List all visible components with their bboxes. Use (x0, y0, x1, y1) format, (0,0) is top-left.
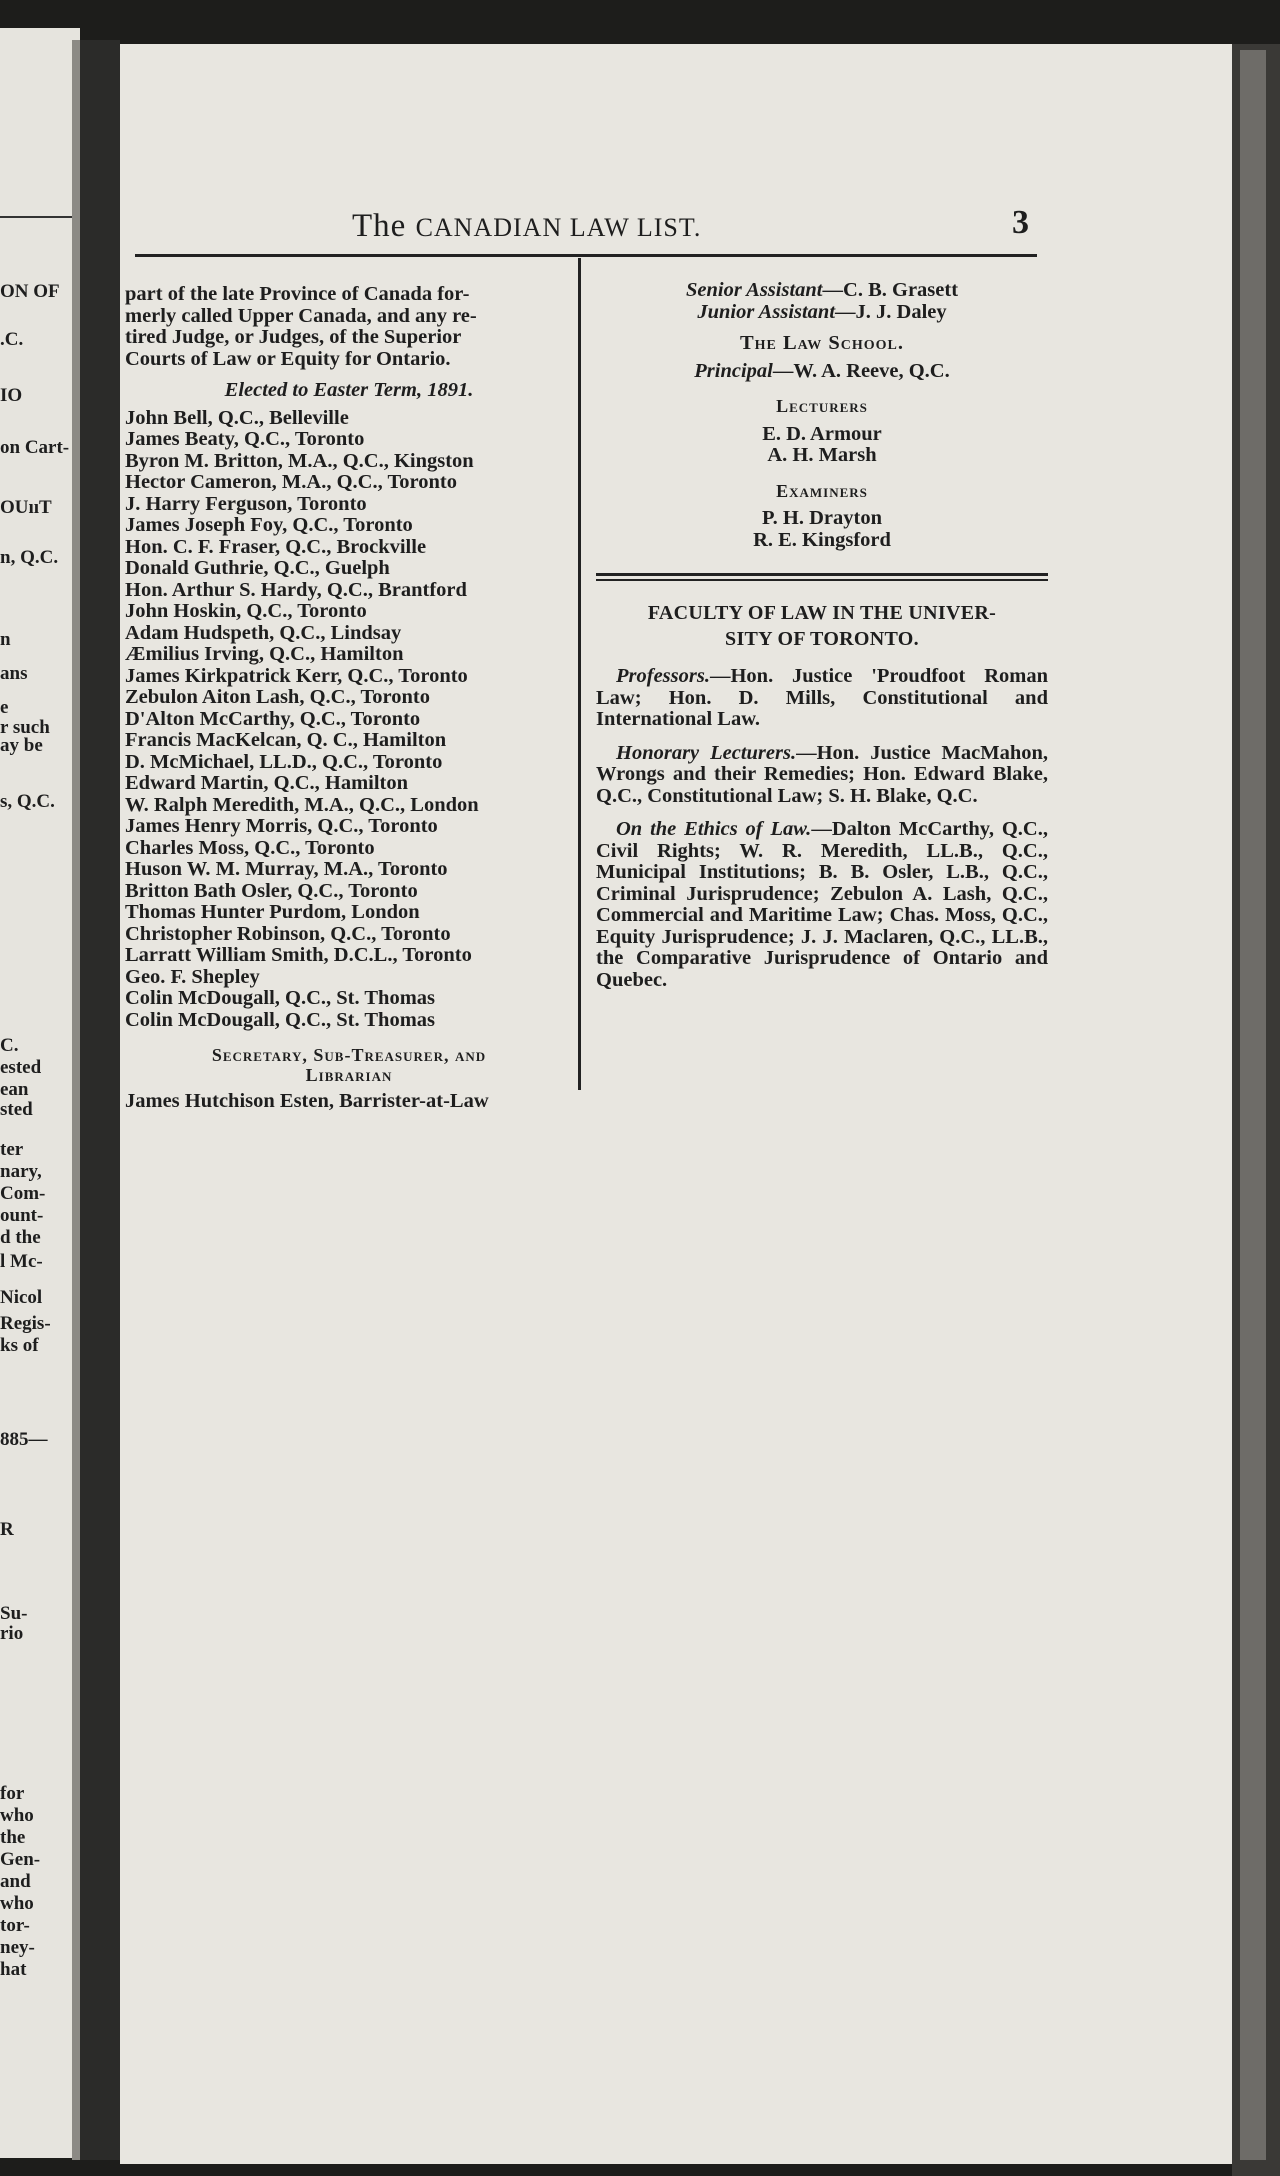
facing-page-text-fragment: the (0, 1827, 26, 1848)
facing-page-text-fragment: for (0, 1783, 25, 1804)
senior-assistant-label: Senior Assistant (685, 279, 823, 301)
secretary-heading-line-2: Librarian (305, 1065, 393, 1085)
member-entry: James Henry Morris, Q.C., Toronto (125, 815, 438, 837)
principal (596, 361, 1048, 383)
running-head (352, 208, 701, 245)
ethics-text: —Dalton McCarthy, Q.C., Civil Rights; W. R. Meredith, LL.B., Q.C., Municipal Institutions; B. B. Osler, L.B., Q.C., Criminal Jurisprudence; Zebulon A. Lash, Q.C., Commercial and Maritime Law; Chas. Moss, Q.C., Equity Jurisprudence; J. J. Maclaren, Q.C., LL.B., the Comparative Jurisprudence of Ontario and Quebec. (596, 818, 1048, 991)
book-gutter (80, 40, 120, 2160)
facing-page-text-fragment: .C. (0, 329, 24, 350)
member-entry: J. Harry Ferguson, Toronto (125, 492, 367, 515)
intro-line: Courts of Law or Equity for Ontario. (125, 347, 451, 370)
member-entry: John Hoskin, Q.C., Toronto (125, 600, 367, 622)
intro-line: part of the late Province of Canada for- (125, 283, 470, 305)
member-entry: Byron M. Britton, M.A., Q.C., Kingston (125, 449, 474, 472)
facing-page-text-fragment: ested (0, 1057, 42, 1078)
facing-page-text-fragment: who (0, 1805, 34, 1826)
member-entry: Zebulon Aiton Lash, Q.C., Toronto (125, 686, 430, 708)
member-entry: Charles Moss, Q.C., Toronto (125, 836, 375, 859)
column-rule (578, 258, 581, 1090)
member-entry: Britton Bath Osler, Q.C., Toronto (125, 879, 418, 902)
member-entry: John Bell, Q.C., Belleville (125, 406, 349, 429)
members-list (125, 408, 573, 1032)
member-entry: Hector Cameron, M.A., Q.C., Toronto (125, 471, 457, 493)
examiner-name: R. E. Kingsford (753, 528, 891, 551)
facing-page-text-fragment: n (0, 629, 11, 650)
faculty-heading-line-1: FACULTY OF LAW IN THE UNIVER- (647, 602, 997, 624)
intro-line: merly called Upper Canada, and any re- (125, 304, 477, 327)
member-entry: Christopher Robinson, Q.C., Toronto (125, 922, 451, 945)
facing-page-text-fragment: C. (0, 1035, 19, 1056)
ethics-paragraph (596, 819, 1048, 991)
facing-page-text-fragment: Su- (0, 1603, 28, 1624)
facing-page-text-fragment: ney- (0, 1937, 35, 1958)
facing-page-text-fragment: rio (0, 1623, 24, 1644)
member-entry: Æmilius Irving, Q.C., Hamilton (125, 643, 404, 665)
facing-page-text-fragment: r such (0, 717, 50, 738)
facing-page-text-fragment: d the (0, 1227, 41, 1248)
lecturers-heading: Lecturers (776, 396, 868, 416)
lecturer-name: A. H. Marsh (767, 444, 877, 466)
facing-page-text-fragment: Gen- (0, 1849, 41, 1870)
member-entry: Colin McDougall, Q.C., St. Thomas (125, 1008, 436, 1031)
section-double-rule (596, 573, 1048, 581)
facing-page-text-fragment: n, Q.C. (0, 547, 59, 568)
running-head-title: CANADIAN LAW LIST. (415, 213, 702, 242)
facing-page-text-fragment: s, Q.C. (0, 791, 55, 812)
member-entry: D. McMichael, LL.D., Q.C., Toronto (125, 750, 443, 773)
member-entry: Larratt William Smith, D.C.L., Toronto (125, 944, 472, 966)
senior-assistant-name: —C. B. Grasett (822, 279, 959, 301)
member-entry: Donald Guthrie, Q.C., Guelph (125, 557, 390, 579)
honorary-text: —Hon. Justice MacMahon, Wrongs and their Remedies; Hon. Edward Blake, Q.C., Constitutional Law; S. H. Blake, Q.C. (596, 741, 1049, 807)
facing-page-text-fragment: Nicol (0, 1287, 43, 1308)
facing-page-text-fragment: Regis- (0, 1313, 51, 1334)
law-school-heading: The Law School. (739, 332, 905, 354)
professors-text: —Hon. Justice 'Proudfoot Roman Law; Hon. D. Mills, Constitutional and International Law. (596, 665, 1048, 730)
facing-page-text-fragment: OUııT (0, 497, 52, 518)
facing-page-text-fragment: ks of (0, 1335, 39, 1356)
faculty-heading (596, 603, 1048, 650)
member-entry: Edward Martin, Q.C., Hamilton (125, 772, 409, 794)
senior-assistant (596, 280, 1048, 302)
facing-page-text-fragment: 885— (0, 1429, 48, 1450)
facing-page-text-fragment: who (0, 1893, 34, 1914)
examiners-heading: Examiners (776, 480, 868, 501)
member-entry: Colin McDougall, Q.C., St. Thomas (125, 987, 436, 1009)
facing-page-fragment (0, 28, 80, 2158)
facing-page-text-fragment: R (0, 1519, 14, 1540)
junior-assistant (596, 302, 1048, 324)
member-entry: Hon. Arthur S. Hardy, Q.C., Brantford (125, 578, 467, 601)
member-entry: Hon. C. F. Fraser, Q.C., Brockville (125, 535, 427, 558)
intro-line: tired Judge, or Judges, of the Superior (125, 326, 462, 348)
right-column (596, 280, 1048, 991)
secretary-name: James Hutchison Esten, Barrister-at-Law (125, 1090, 489, 1112)
facing-page-rule (0, 216, 74, 218)
junior-assistant-name: —J. J. Daley (835, 300, 947, 323)
facing-page-text-fragment: ean (0, 1079, 29, 1100)
member-entry: Geo. F. Shepley (125, 965, 260, 988)
secretary-heading-line-1: Secretary, Sub-Treasurer, and (211, 1045, 487, 1065)
facing-page-text-fragment: IO (0, 385, 23, 406)
facing-page-text-fragment: e (0, 697, 9, 718)
elected-heading: Elected to Easter Term, 1891. (224, 379, 474, 401)
honorary-paragraph (596, 743, 1048, 808)
facing-page-text-fragment: hat (0, 1959, 27, 1980)
page-edge-stack (1240, 50, 1266, 2160)
principal-name: —W. A. Reeve, Q.C. (772, 359, 950, 382)
facing-page-text-fragment: ans (0, 663, 28, 684)
professors-paragraph (596, 666, 1048, 731)
lecturer-name: E. D. Armour (762, 422, 882, 445)
facing-page-text-fragment: tor- (0, 1915, 30, 1936)
facing-page-text-fragment: nary, (0, 1161, 42, 1182)
member-entry: Huson W. M. Murray, M.A., Toronto (125, 858, 448, 880)
facing-page-text-fragment: ON OF (0, 281, 60, 302)
member-entry: Adam Hudspeth, Q.C., Lindsay (125, 621, 402, 644)
scan-border-top (0, 0, 1280, 44)
intro-paragraph (125, 284, 573, 370)
examiner-name: P. H. Drayton (762, 507, 882, 529)
member-entry: James Joseph Foy, Q.C., Toronto (125, 514, 413, 536)
facing-page-text-fragment: ount- (0, 1205, 44, 1226)
facing-page-text-fragment: ay be (0, 735, 43, 756)
member-entry: W. Ralph Meredith, M.A., Q.C., London (125, 793, 479, 816)
facing-page-text-fragment: on Cart- (0, 437, 70, 458)
principal-label: Principal (694, 359, 773, 382)
running-head-the: The (352, 208, 407, 244)
facing-page-text-fragment: sted (0, 1099, 33, 1120)
facing-page-text-fragment: and (0, 1871, 31, 1892)
ethics-label: On the Ethics of Law. (616, 818, 812, 840)
page-number: 3 (1012, 204, 1029, 241)
facing-page-text-fragment: l Mc- (0, 1251, 43, 1272)
left-column (125, 284, 573, 1113)
faculty-heading-line-2: SITY OF TORONTO. (725, 627, 919, 650)
facing-page-text-fragment: Com- (0, 1183, 46, 1204)
header-rule (135, 254, 1037, 257)
member-entry: James Kirkpatrick Kerr, Q.C., Toronto (125, 664, 468, 687)
member-entry: D'Alton McCarthy, Q.C., Toronto (125, 707, 421, 730)
secretary-heading (125, 1045, 573, 1085)
honorary-label: Honorary Lecturers. (616, 741, 797, 764)
professors-label: Professors. (616, 665, 710, 687)
facing-page-text-fragment: ter (0, 1139, 24, 1160)
junior-assistant-label: Junior Assistant (697, 300, 836, 323)
member-entry: Thomas Hunter Purdom, London (125, 901, 420, 923)
member-entry: Francis MacKelcan, Q. C., Hamilton (125, 729, 447, 751)
member-entry: James Beaty, Q.C., Toronto (125, 428, 365, 450)
